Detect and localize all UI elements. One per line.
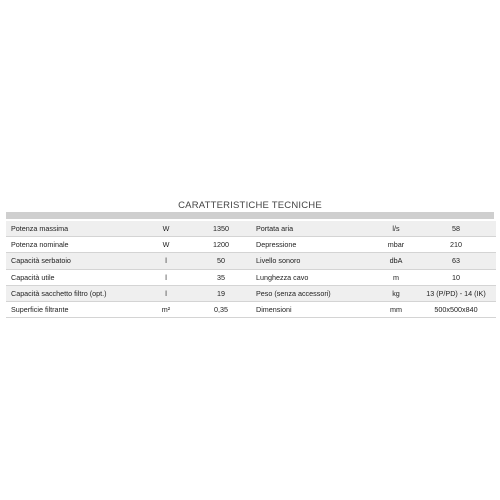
- spec-value: 13 (P/PD) - 14 (IK): [416, 285, 496, 301]
- spec-value: 500x500x840: [416, 302, 496, 318]
- spec-unit: l: [141, 253, 191, 269]
- spec-value: 10: [416, 269, 496, 285]
- specs-tables: [6, 221, 494, 318]
- title-divider-bar: [6, 212, 494, 219]
- spec-label: Dimensioni: [251, 302, 376, 318]
- spec-label: Superficie filtrante: [6, 302, 141, 318]
- spec-value: 35: [191, 269, 251, 285]
- spec-label: Lunghezza cavo: [251, 269, 376, 285]
- spec-unit: mbar: [376, 237, 416, 253]
- table-row: [251, 302, 496, 318]
- spec-label: Capacità serbatoio: [6, 253, 141, 269]
- spec-value: 19: [191, 285, 251, 301]
- table-row: [6, 221, 251, 237]
- table-row: [6, 237, 251, 253]
- spec-label: Potenza nominale: [6, 237, 141, 253]
- spec-label: Capacità utile: [6, 269, 141, 285]
- table-row: [6, 302, 251, 318]
- table-row: [251, 253, 496, 269]
- spec-value: 0,35: [191, 302, 251, 318]
- spec-unit: l: [141, 269, 191, 285]
- specs-title: CARATTERISTICHE TECNICHE: [178, 200, 322, 211]
- table-row: [6, 285, 251, 301]
- spec-unit: mm: [376, 302, 416, 318]
- table-row: [251, 269, 496, 285]
- spec-unit: W: [141, 221, 191, 237]
- spec-label: Peso (senza accessori): [251, 285, 376, 301]
- specs-table-left: [6, 221, 251, 318]
- table-row: [251, 221, 496, 237]
- spec-label: Depressione: [251, 237, 376, 253]
- spec-label: Potenza massima: [6, 221, 141, 237]
- table-row: [251, 285, 496, 301]
- spec-value: 210: [416, 237, 496, 253]
- spec-value: 1200: [191, 237, 251, 253]
- spec-unit: l/s: [376, 221, 416, 237]
- spec-unit: kg: [376, 285, 416, 301]
- spec-value: 58: [416, 221, 496, 237]
- spec-unit: m: [376, 269, 416, 285]
- spec-unit: l: [141, 285, 191, 301]
- spec-value: 1350: [191, 221, 251, 237]
- table-row: [6, 269, 251, 285]
- spec-value: 63: [416, 253, 496, 269]
- spec-label: Livello sonoro: [251, 253, 376, 269]
- spec-unit: m²: [141, 302, 191, 318]
- spec-label: Capacità sacchetto filtro (opt.): [6, 285, 141, 301]
- table-row: [251, 237, 496, 253]
- spec-unit: dbA: [376, 253, 416, 269]
- spec-unit: W: [141, 237, 191, 253]
- table-row: [6, 253, 251, 269]
- spec-value: 50: [191, 253, 251, 269]
- specs-table-right: [251, 221, 496, 318]
- technical-specs-sheet: [6, 199, 494, 318]
- spec-label: Portata aria: [251, 221, 376, 237]
